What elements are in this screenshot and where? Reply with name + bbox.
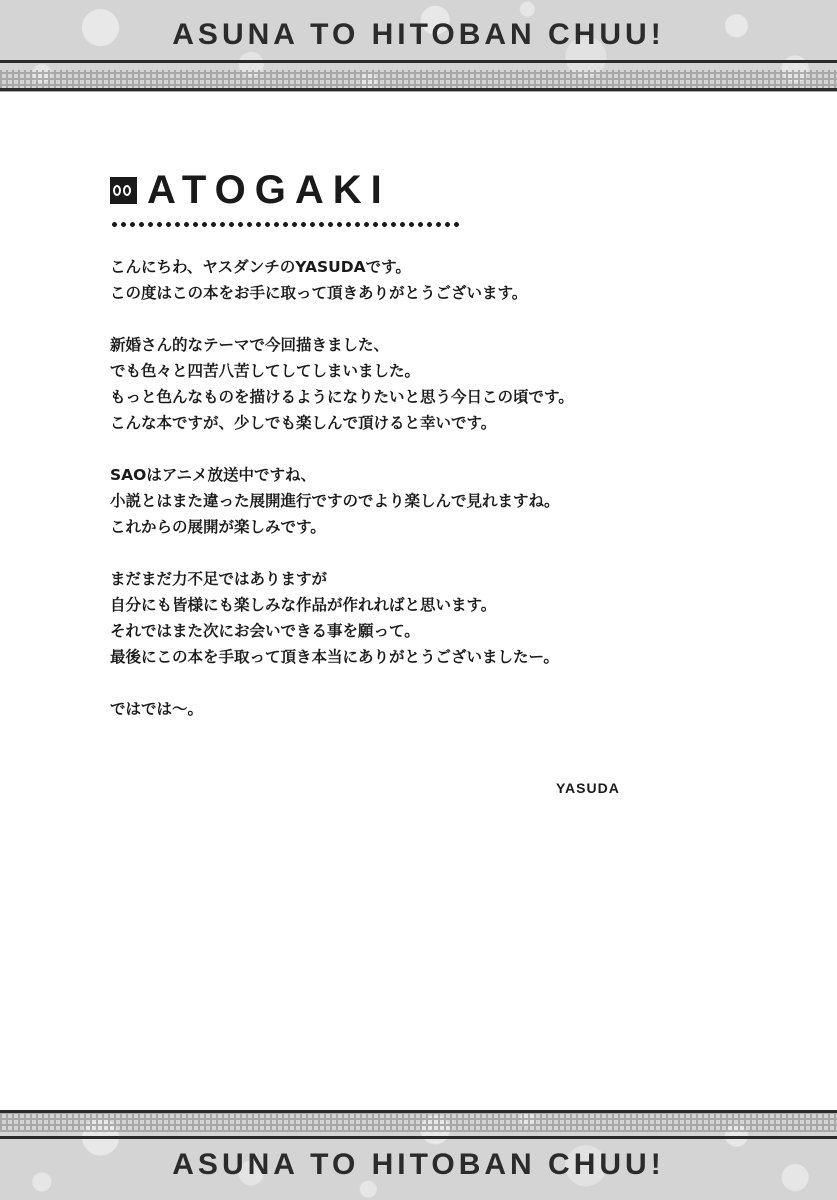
text-line: この度はこの本をお手に取って頂きありがとうございます。 bbox=[110, 284, 528, 302]
text-line: 新婚さん的なテーマで今回描きました、 bbox=[110, 336, 390, 354]
text-line: でも色々と四苦八苦してしてしまいました。 bbox=[110, 362, 421, 380]
text-line: もっと色んなものを描けるようになりたいと思う今日この頃です。 bbox=[110, 388, 574, 406]
paragraph bbox=[110, 462, 730, 540]
paragraph bbox=[110, 566, 730, 670]
text-line: まだまだ力不足ではありますが bbox=[110, 570, 328, 588]
dotted-divider bbox=[112, 222, 462, 227]
text-line: 小説とはまた違った展開進行ですのでより楽しんで見れますね。 bbox=[110, 492, 560, 510]
text-line: こんにちわ、ヤスダンチのYASUDAです。 bbox=[110, 258, 411, 276]
section-heading-label: ATOGAKI bbox=[147, 168, 391, 212]
banner-rule-bottom bbox=[0, 88, 837, 91]
book-mark-icon bbox=[110, 177, 137, 204]
text-line: SAOはアニメ放送中ですね、 bbox=[110, 466, 317, 484]
text-line: 自分にも皆様にも楽しみな作品が作れればと思います。 bbox=[110, 596, 497, 614]
halftone-strip-bottom bbox=[0, 1110, 837, 1132]
text-line: これからの展開が楽しみです。 bbox=[110, 518, 326, 536]
banner-rule-top bbox=[0, 1110, 837, 1113]
text-line: ではでは〜。 bbox=[110, 700, 204, 718]
paragraph bbox=[110, 696, 730, 722]
text-line: こんな本ですが、少しでも楽しんで頂けると幸いです。 bbox=[110, 414, 497, 432]
banner-rule-top bbox=[0, 60, 837, 63]
top-banner bbox=[0, 0, 837, 92]
paragraph bbox=[110, 254, 730, 306]
section-heading bbox=[110, 170, 462, 227]
author-signature: YASUDA bbox=[556, 780, 620, 796]
text-line: 最後にこの本を手取って頂き本当にありがとうございましたー。 bbox=[110, 648, 559, 666]
bottom-banner bbox=[0, 1110, 837, 1200]
paragraph bbox=[110, 332, 730, 436]
header-title: ASUNA TO HITOBAN CHUU! bbox=[172, 18, 665, 51]
afterword-text bbox=[110, 254, 730, 722]
banner-rule-bottom bbox=[0, 1136, 837, 1139]
page-content bbox=[0, 92, 837, 1110]
text-line: それではまた次にお会いできる事を願って。 bbox=[110, 622, 420, 640]
footer-title: ASUNA TO HITOBAN CHUU! bbox=[172, 1148, 665, 1181]
